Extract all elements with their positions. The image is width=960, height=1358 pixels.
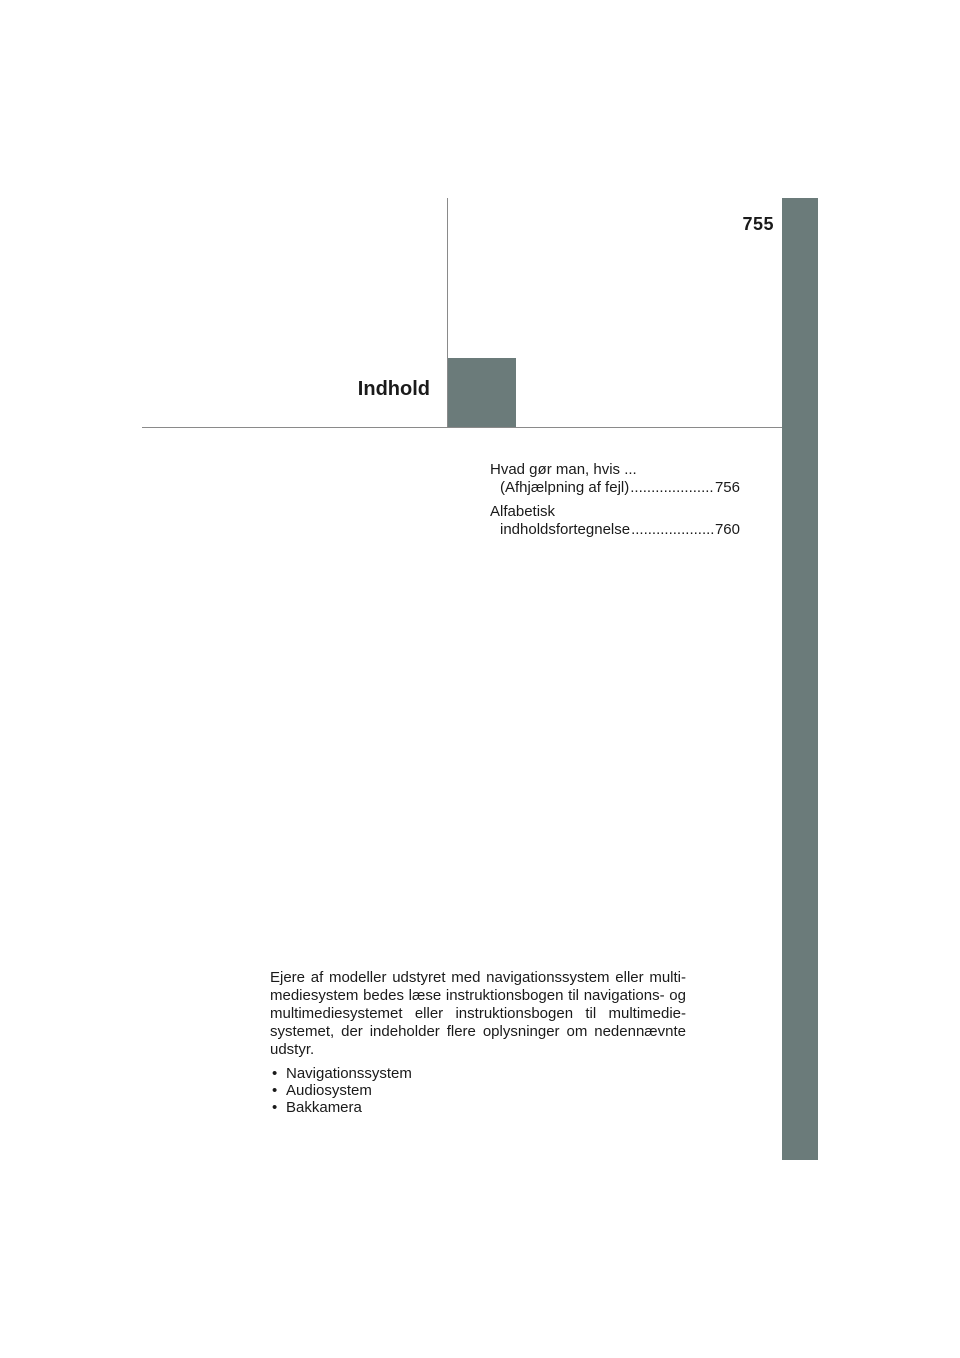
note-paragraph: Ejere af modeller udstyret med navigationssystem eller multi-mediesystem bedes læse instruktionsbogen til navigations- og multimediesystemet eller instruktionsbogen til multimedie-systemet, der indeholder flere oplysninger om nedennævnte udstyr.: [270, 969, 686, 1058]
list-item: [270, 1099, 686, 1116]
toc-entry-troubleshooting[interactable]: [490, 461, 740, 497]
toc-entry-subtitle: (Afhjælpning af fejl): [500, 479, 630, 496]
toc-entry-subtitle: indholdsfortegnelse: [500, 521, 631, 538]
list-item-label: Navigationssystem: [286, 1065, 412, 1082]
bullet-icon: •: [272, 1065, 278, 1082]
section-title: Indhold: [357, 378, 430, 400]
list-item-label: Audiosystem: [286, 1082, 372, 1099]
table-of-contents: [490, 461, 740, 545]
list-item: [270, 1082, 686, 1099]
toc-entry-index[interactable]: [490, 503, 740, 539]
toc-leader-dots: [630, 479, 714, 497]
toc-page-number: 760: [714, 521, 740, 538]
navigation-note: [270, 969, 686, 1116]
chapter-side-tab: [782, 198, 818, 1160]
list-item: [270, 1065, 686, 1082]
toc-leader-dots: [631, 521, 714, 539]
toc-entry-title: Alfabetisk: [490, 503, 556, 520]
bullet-icon: •: [272, 1082, 278, 1099]
toc-page-number: 756: [714, 479, 740, 496]
page-number: 755: [742, 214, 774, 234]
list-item-label: Bakkamera: [286, 1099, 362, 1116]
bullet-icon: •: [272, 1099, 278, 1116]
horizontal-rule: [142, 427, 782, 428]
section-marker-block: [448, 358, 516, 427]
toc-entry-title: Hvad gør man, hvis ...: [490, 461, 637, 478]
equipment-list: [270, 1065, 686, 1116]
